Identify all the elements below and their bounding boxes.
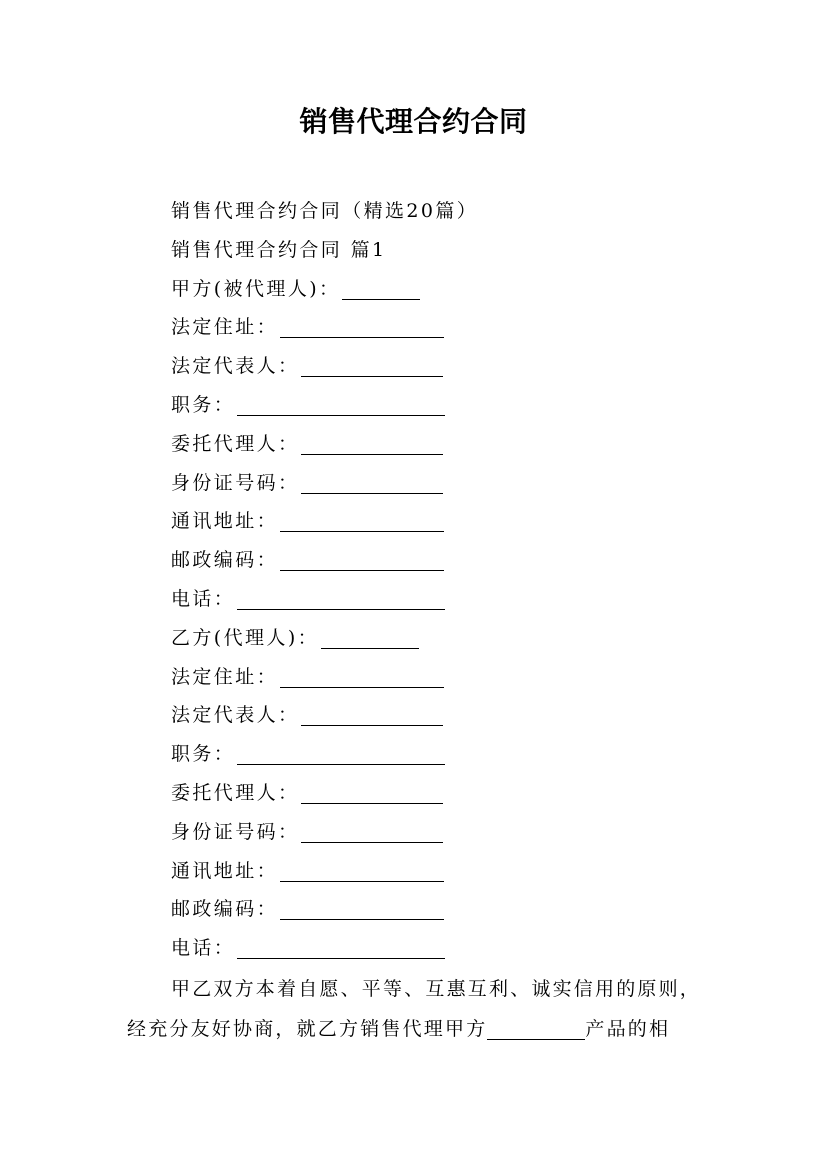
party-a-phone-line xyxy=(171,580,731,619)
party-a-blank xyxy=(342,275,420,300)
field-label: 邮政编码： xyxy=(171,898,279,921)
party-a-id-line xyxy=(171,464,731,503)
fill-blank xyxy=(301,352,443,377)
field-label: 身份证号码： xyxy=(171,820,300,843)
field-label: 身份证号码： xyxy=(171,471,300,494)
field-label: 委托代理人： xyxy=(171,781,300,804)
fill-blank xyxy=(301,430,443,455)
party-a-label: 甲方(被代理人)： xyxy=(171,277,341,300)
field-label: 法定住址： xyxy=(171,316,279,339)
party-a-mail-address-line xyxy=(171,502,731,541)
party-b-position-line xyxy=(171,735,731,774)
field-label: 职务： xyxy=(171,743,236,766)
document-title: 销售代理合约合同 xyxy=(299,105,528,138)
paragraph-line-1: 甲乙双方本着自愿、平等、互惠互利、诚实信用的原则， xyxy=(171,978,702,1000)
party-a-line xyxy=(171,270,731,309)
fill-blank xyxy=(237,740,445,765)
fill-blank xyxy=(237,391,445,416)
paragraph-text: 经充分友好协商，就乙方销售代理甲方 xyxy=(127,1018,488,1040)
fill-blank xyxy=(301,818,443,843)
fill-blank xyxy=(280,895,444,920)
fill-blank xyxy=(301,779,443,804)
field-label: 通讯地址： xyxy=(171,510,279,533)
party-b-blank xyxy=(321,624,419,649)
party-b-line xyxy=(171,619,731,658)
field-label: 通讯地址： xyxy=(171,859,279,882)
party-b-address-line xyxy=(171,658,731,697)
fill-blank xyxy=(237,934,445,959)
party-b-phone-line xyxy=(171,929,731,968)
party-a-legal-rep-line xyxy=(171,347,731,386)
field-label: 职务： xyxy=(171,393,236,416)
party-b-mail-address-line xyxy=(171,852,731,891)
party-a-position-line xyxy=(171,386,731,425)
subtitle-line: 销售代理合约合同（精选20篇） xyxy=(171,200,479,222)
field-label: 邮政编码： xyxy=(171,549,279,572)
field-label: 法定代表人： xyxy=(171,704,300,727)
paragraph-line-2 xyxy=(127,1009,707,1049)
body-paragraph xyxy=(127,969,707,1049)
fill-blank xyxy=(301,469,443,494)
party-b-label: 乙方(代理人)： xyxy=(171,626,320,649)
fill-blank xyxy=(237,585,445,610)
fill-blank xyxy=(280,313,444,338)
fill-blank xyxy=(280,857,444,882)
field-label: 电话： xyxy=(171,937,236,960)
field-label: 法定代表人： xyxy=(171,355,300,378)
paragraph-text: 产品的相 xyxy=(585,1018,671,1040)
fill-blank xyxy=(301,701,443,726)
fill-blank xyxy=(280,546,444,571)
field-label: 委托代理人： xyxy=(171,432,300,455)
fill-blank xyxy=(280,663,444,688)
party-b-agent-line xyxy=(171,774,731,813)
field-label: 电话： xyxy=(171,587,236,610)
party-a-address-line xyxy=(171,308,731,347)
party-b-id-line xyxy=(171,813,731,852)
party-a-agent-line xyxy=(171,425,731,464)
fill-blank xyxy=(280,507,444,532)
section-heading: 销售代理合约合同 篇1 xyxy=(171,238,387,261)
product-blank xyxy=(487,1015,585,1040)
party-b-legal-rep-line xyxy=(171,696,731,735)
field-label: 法定住址： xyxy=(171,665,279,688)
party-a-postcode-line xyxy=(171,541,731,580)
contract-field-list xyxy=(171,192,731,968)
party-b-postcode-line xyxy=(171,890,731,929)
